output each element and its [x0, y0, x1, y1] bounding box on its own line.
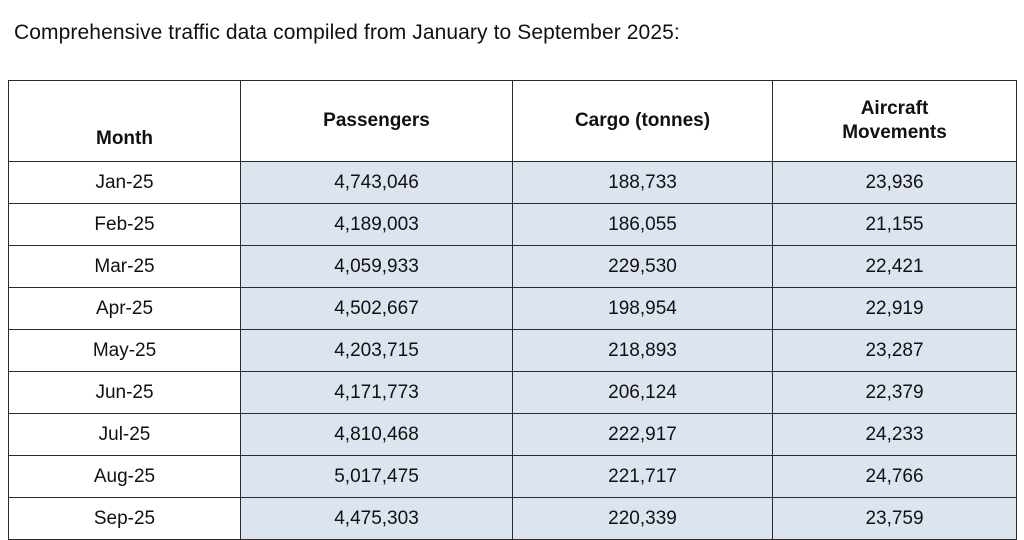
column-header-aircraft-movements-line2: Movements [842, 122, 947, 143]
table-header-row [9, 81, 1017, 162]
cell-month: Feb-25 [9, 204, 241, 246]
table-header [9, 81, 1017, 162]
cell-cargo: 188,733 [513, 162, 773, 204]
column-header-aircraft-movements [773, 81, 1017, 162]
cell-aircraft-movements: 23,287 [773, 330, 1017, 372]
cell-aircraft-movements: 21,155 [773, 204, 1017, 246]
table-row [9, 330, 1017, 372]
cell-cargo: 206,124 [513, 372, 773, 414]
cell-passengers: 4,189,003 [241, 204, 513, 246]
cell-passengers: 4,203,715 [241, 330, 513, 372]
cell-cargo: 218,893 [513, 330, 773, 372]
table-row [9, 456, 1017, 498]
cell-cargo: 221,717 [513, 456, 773, 498]
table-body [9, 162, 1017, 540]
cell-aircraft-movements: 23,936 [773, 162, 1017, 204]
cell-month: Jul-25 [9, 414, 241, 456]
cell-month: Jun-25 [9, 372, 241, 414]
cell-passengers: 4,475,303 [241, 498, 513, 540]
table-row [9, 246, 1017, 288]
cell-cargo: 220,339 [513, 498, 773, 540]
cell-aircraft-movements: 22,919 [773, 288, 1017, 330]
cell-month: May-25 [9, 330, 241, 372]
table-row [9, 372, 1017, 414]
traffic-data-table [8, 80, 1017, 540]
column-header-cargo: Cargo (tonnes) [513, 81, 773, 162]
table-row [9, 288, 1017, 330]
intro-paragraph: Comprehensive traffic data compiled from January to September 2025: [14, 21, 680, 44]
cell-aircraft-movements: 22,379 [773, 372, 1017, 414]
cell-cargo: 222,917 [513, 414, 773, 456]
cell-passengers: 5,017,475 [241, 456, 513, 498]
column-header-month: Month [9, 81, 241, 162]
cell-month: Aug-25 [9, 456, 241, 498]
cell-passengers: 4,502,667 [241, 288, 513, 330]
cell-cargo: 186,055 [513, 204, 773, 246]
table-row [9, 498, 1017, 540]
table-row [9, 162, 1017, 204]
table-row [9, 204, 1017, 246]
cell-month: Apr-25 [9, 288, 241, 330]
table-row [9, 414, 1017, 456]
cell-aircraft-movements: 23,759 [773, 498, 1017, 540]
cell-cargo: 198,954 [513, 288, 773, 330]
column-header-passengers: Passengers [241, 81, 513, 162]
cell-passengers: 4,059,933 [241, 246, 513, 288]
cell-month: Jan-25 [9, 162, 241, 204]
cell-aircraft-movements: 22,421 [773, 246, 1017, 288]
cell-aircraft-movements: 24,233 [773, 414, 1017, 456]
traffic-table-container [8, 80, 1016, 540]
column-header-aircraft-movements-line1: Aircraft [860, 98, 929, 119]
cell-passengers: 4,810,468 [241, 414, 513, 456]
cell-passengers: 4,171,773 [241, 372, 513, 414]
cell-cargo: 229,530 [513, 246, 773, 288]
cell-aircraft-movements: 24,766 [773, 456, 1017, 498]
cell-month: Mar-25 [9, 246, 241, 288]
cell-passengers: 4,743,046 [241, 162, 513, 204]
cell-month: Sep-25 [9, 498, 241, 540]
